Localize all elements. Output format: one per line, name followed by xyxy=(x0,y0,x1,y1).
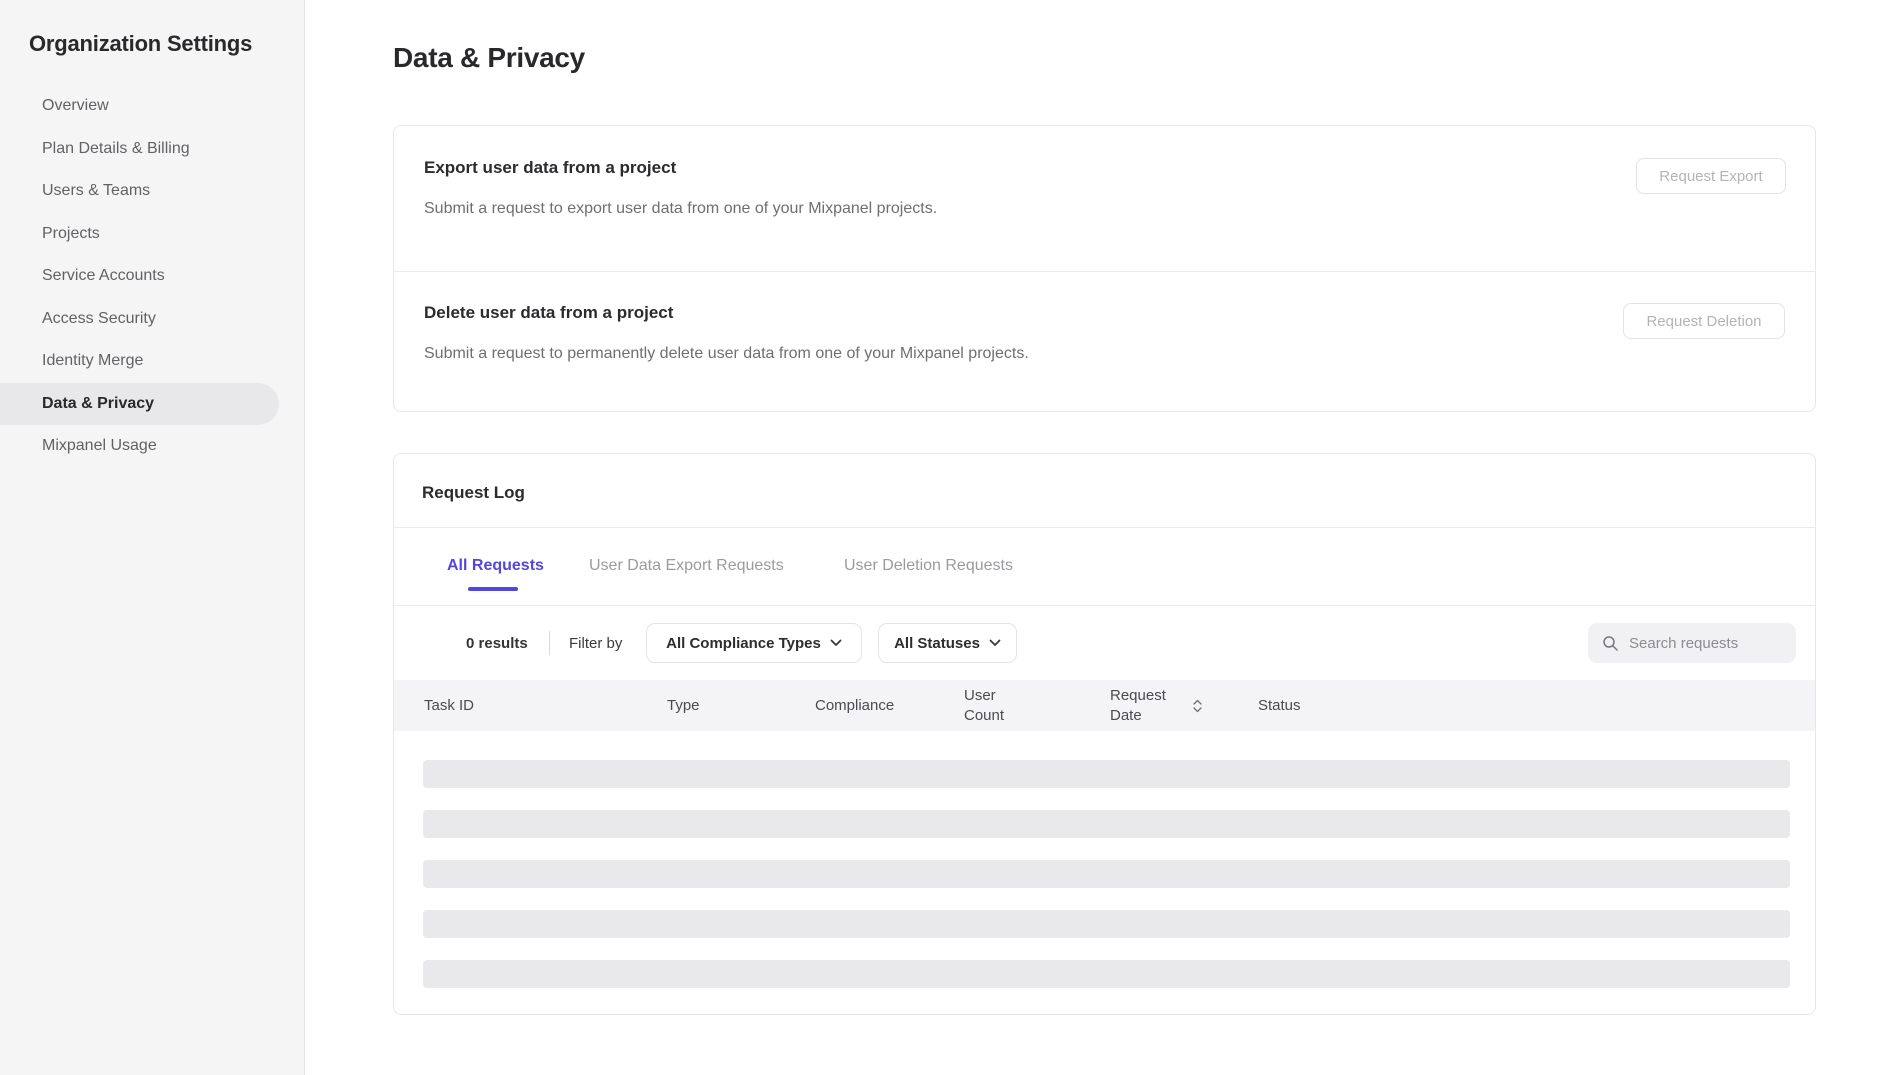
sidebar-nav xyxy=(0,85,305,468)
results-count: 0 results xyxy=(466,635,528,652)
page-title: Data & Privacy xyxy=(393,42,585,73)
skeleton-row xyxy=(423,810,1790,838)
chevron-down-icon xyxy=(830,639,842,647)
sidebar-item-mixpanel-usage[interactable]: Mixpanel Usage xyxy=(42,437,157,454)
delete-section-description: Submit a request to permanently delete user data from one of your Mixpanel projects. xyxy=(424,345,1029,362)
column-header-user-count: User Count xyxy=(964,686,1005,724)
request-log-title: Request Log xyxy=(422,483,525,502)
search-icon xyxy=(1602,635,1619,652)
tab-user-deletion-requests[interactable]: User Deletion Requests xyxy=(844,557,1013,574)
search-requests-input[interactable] xyxy=(1629,623,1828,663)
filter-by-label: Filter by xyxy=(569,635,623,652)
card-section-divider xyxy=(394,271,1815,272)
request-deletion-button[interactable]: Request Deletion xyxy=(1623,303,1785,339)
toolbar-separator xyxy=(549,631,550,655)
sidebar-item-data-privacy[interactable]: Data & Privacy xyxy=(0,383,279,426)
delete-section-title: Delete user data from a project xyxy=(424,303,674,322)
skeleton-row xyxy=(423,760,1790,788)
tab-user-data-export-requests[interactable]: User Data Export Requests xyxy=(589,557,784,574)
export-section-title: Export user data from a project xyxy=(424,158,677,177)
request-log-card xyxy=(393,453,1816,1015)
compliance-type-filter-label: All Compliance Types xyxy=(666,634,821,652)
tabs-divider xyxy=(394,605,1815,606)
log-header-divider xyxy=(394,527,1815,528)
skeleton-row xyxy=(423,910,1790,938)
column-header-status: Status xyxy=(1258,696,1301,714)
request-export-button[interactable]: Request Export xyxy=(1636,158,1786,194)
status-filter-label: All Statuses xyxy=(894,634,980,652)
sidebar-title: Organization Settings xyxy=(29,31,253,56)
sidebar-item-users-teams[interactable]: Users & Teams xyxy=(42,182,151,199)
sidebar xyxy=(0,0,305,1075)
export-section-description: Submit a request to export user data from one of your Mixpanel projects. xyxy=(424,200,938,217)
status-filter-dropdown[interactable] xyxy=(878,623,1017,663)
column-header-request-date: Request Date xyxy=(1110,686,1166,724)
sort-request-date-icon[interactable] xyxy=(1193,694,1202,718)
active-tab-underline xyxy=(468,587,518,591)
column-header-compliance: Compliance xyxy=(815,696,895,714)
sidebar-item-plan-details-billing[interactable]: Plan Details & Billing xyxy=(42,139,190,157)
sidebar-item-overview[interactable]: Overview xyxy=(42,97,109,114)
sidebar-item-identity-merge[interactable]: Identity Merge xyxy=(42,352,144,369)
sidebar-item-projects[interactable]: Projects xyxy=(42,224,100,242)
data-actions-card xyxy=(393,125,1816,412)
chevron-down-icon xyxy=(989,639,1001,647)
tab-all-requests[interactable]: All Requests xyxy=(447,557,544,574)
search-requests-box[interactable] xyxy=(1588,623,1796,663)
skeleton-row xyxy=(423,860,1790,888)
skeleton-row xyxy=(423,960,1790,988)
sidebar-item-access-security[interactable]: Access Security xyxy=(42,309,156,327)
column-header-type: Type xyxy=(667,696,700,714)
table-header-row xyxy=(394,680,1815,731)
compliance-type-filter-dropdown[interactable] xyxy=(646,623,862,663)
sidebar-item-service-accounts[interactable]: Service Accounts xyxy=(42,267,165,284)
column-header-task-id: Task ID xyxy=(424,696,475,714)
